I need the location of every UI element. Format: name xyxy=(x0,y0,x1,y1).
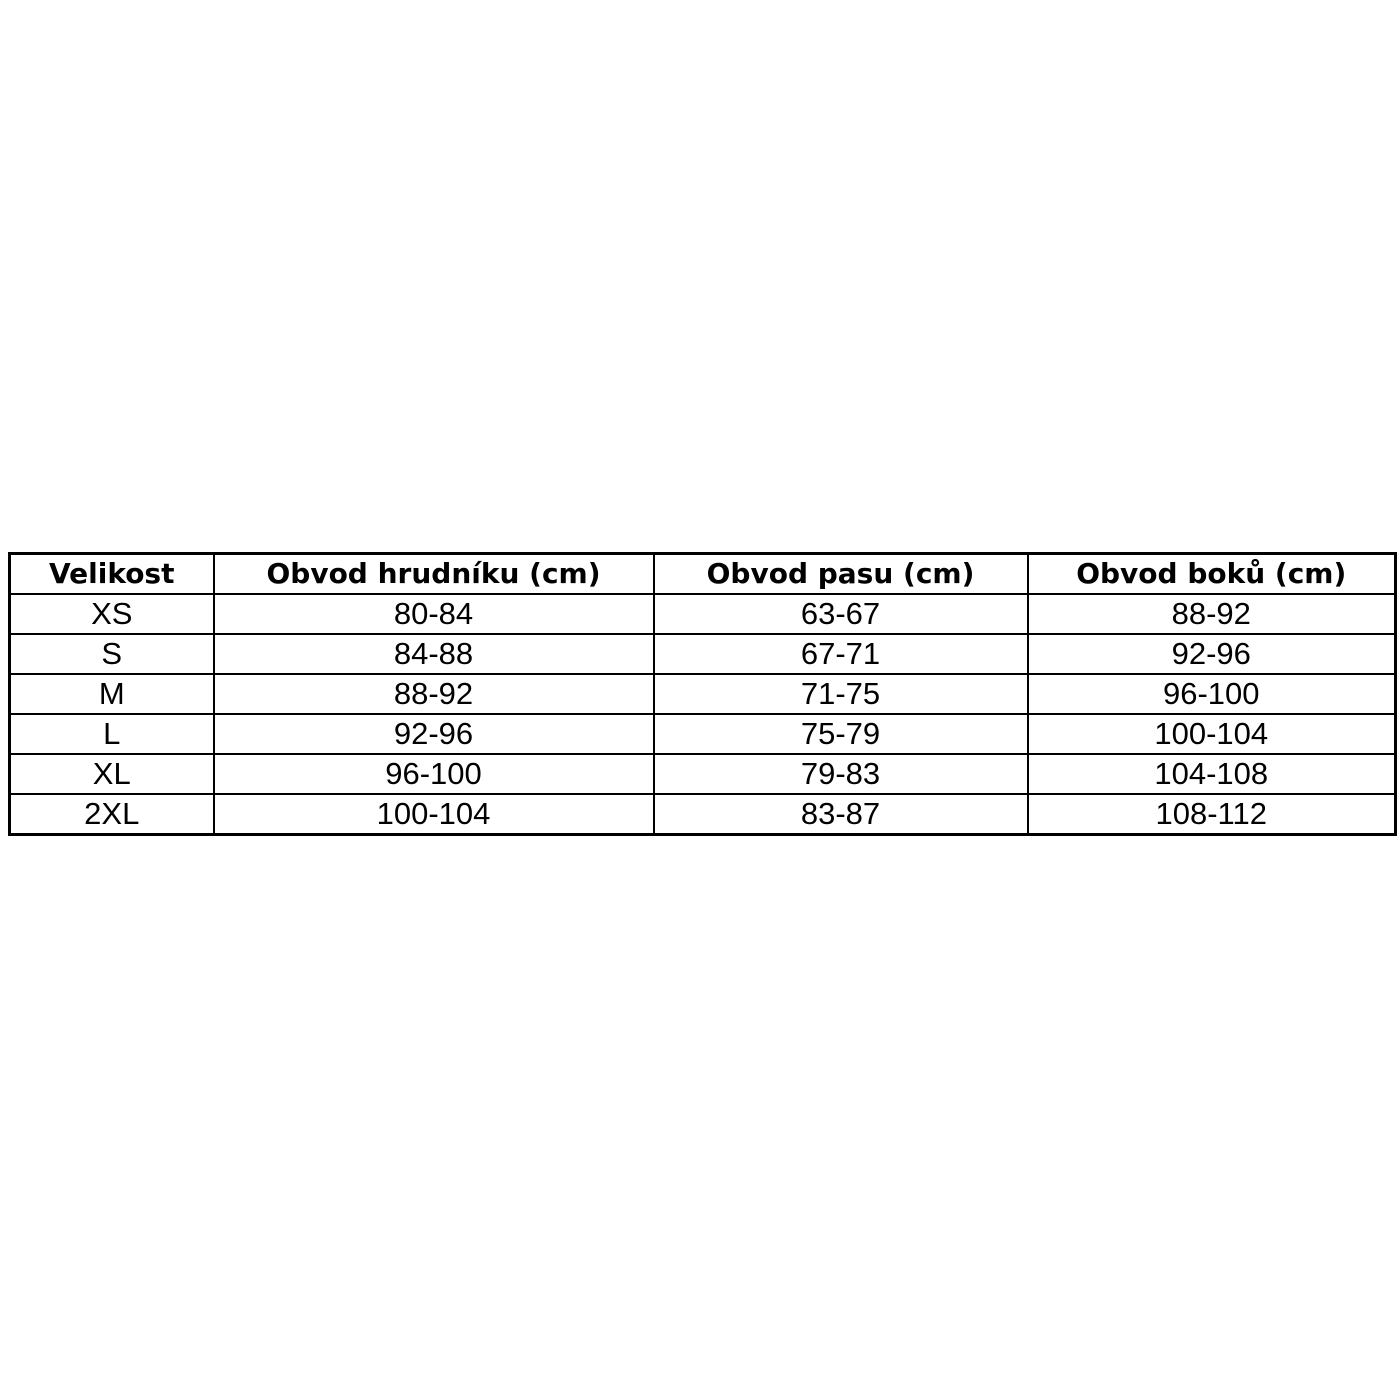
cell-hips: 96-100 xyxy=(1028,674,1396,714)
header-hips: Obvod boků (cm) xyxy=(1028,554,1396,595)
cell-hips: 92-96 xyxy=(1028,634,1396,674)
cell-waist: 67-71 xyxy=(654,634,1028,674)
cell-size: L xyxy=(10,714,214,754)
cell-chest: 100-104 xyxy=(214,794,654,835)
cell-chest: 84-88 xyxy=(214,634,654,674)
cell-waist: 63-67 xyxy=(654,594,1028,634)
table-row xyxy=(10,714,1396,754)
cell-chest: 80-84 xyxy=(214,594,654,634)
cell-hips: 88-92 xyxy=(1028,594,1396,634)
cell-size: XL xyxy=(10,754,214,794)
cell-hips: 100-104 xyxy=(1028,714,1396,754)
cell-hips: 108-112 xyxy=(1028,794,1396,835)
cell-size: 2XL xyxy=(10,794,214,835)
table-row xyxy=(10,674,1396,714)
cell-waist: 75-79 xyxy=(654,714,1028,754)
table-row xyxy=(10,754,1396,794)
cell-waist: 71-75 xyxy=(654,674,1028,714)
header-size: Velikost xyxy=(10,554,214,595)
table-row xyxy=(10,634,1396,674)
cell-size: M xyxy=(10,674,214,714)
table-row xyxy=(10,794,1396,835)
table-row xyxy=(10,594,1396,634)
cell-size: S xyxy=(10,634,214,674)
header-row xyxy=(10,554,1396,595)
cell-chest: 92-96 xyxy=(214,714,654,754)
cell-chest: 88-92 xyxy=(214,674,654,714)
header-waist: Obvod pasu (cm) xyxy=(654,554,1028,595)
size-chart-table xyxy=(8,552,1397,836)
cell-size: XS xyxy=(10,594,214,634)
header-chest: Obvod hrudníku (cm) xyxy=(214,554,654,595)
cell-chest: 96-100 xyxy=(214,754,654,794)
cell-hips: 104-108 xyxy=(1028,754,1396,794)
cell-waist: 79-83 xyxy=(654,754,1028,794)
cell-waist: 83-87 xyxy=(654,794,1028,835)
